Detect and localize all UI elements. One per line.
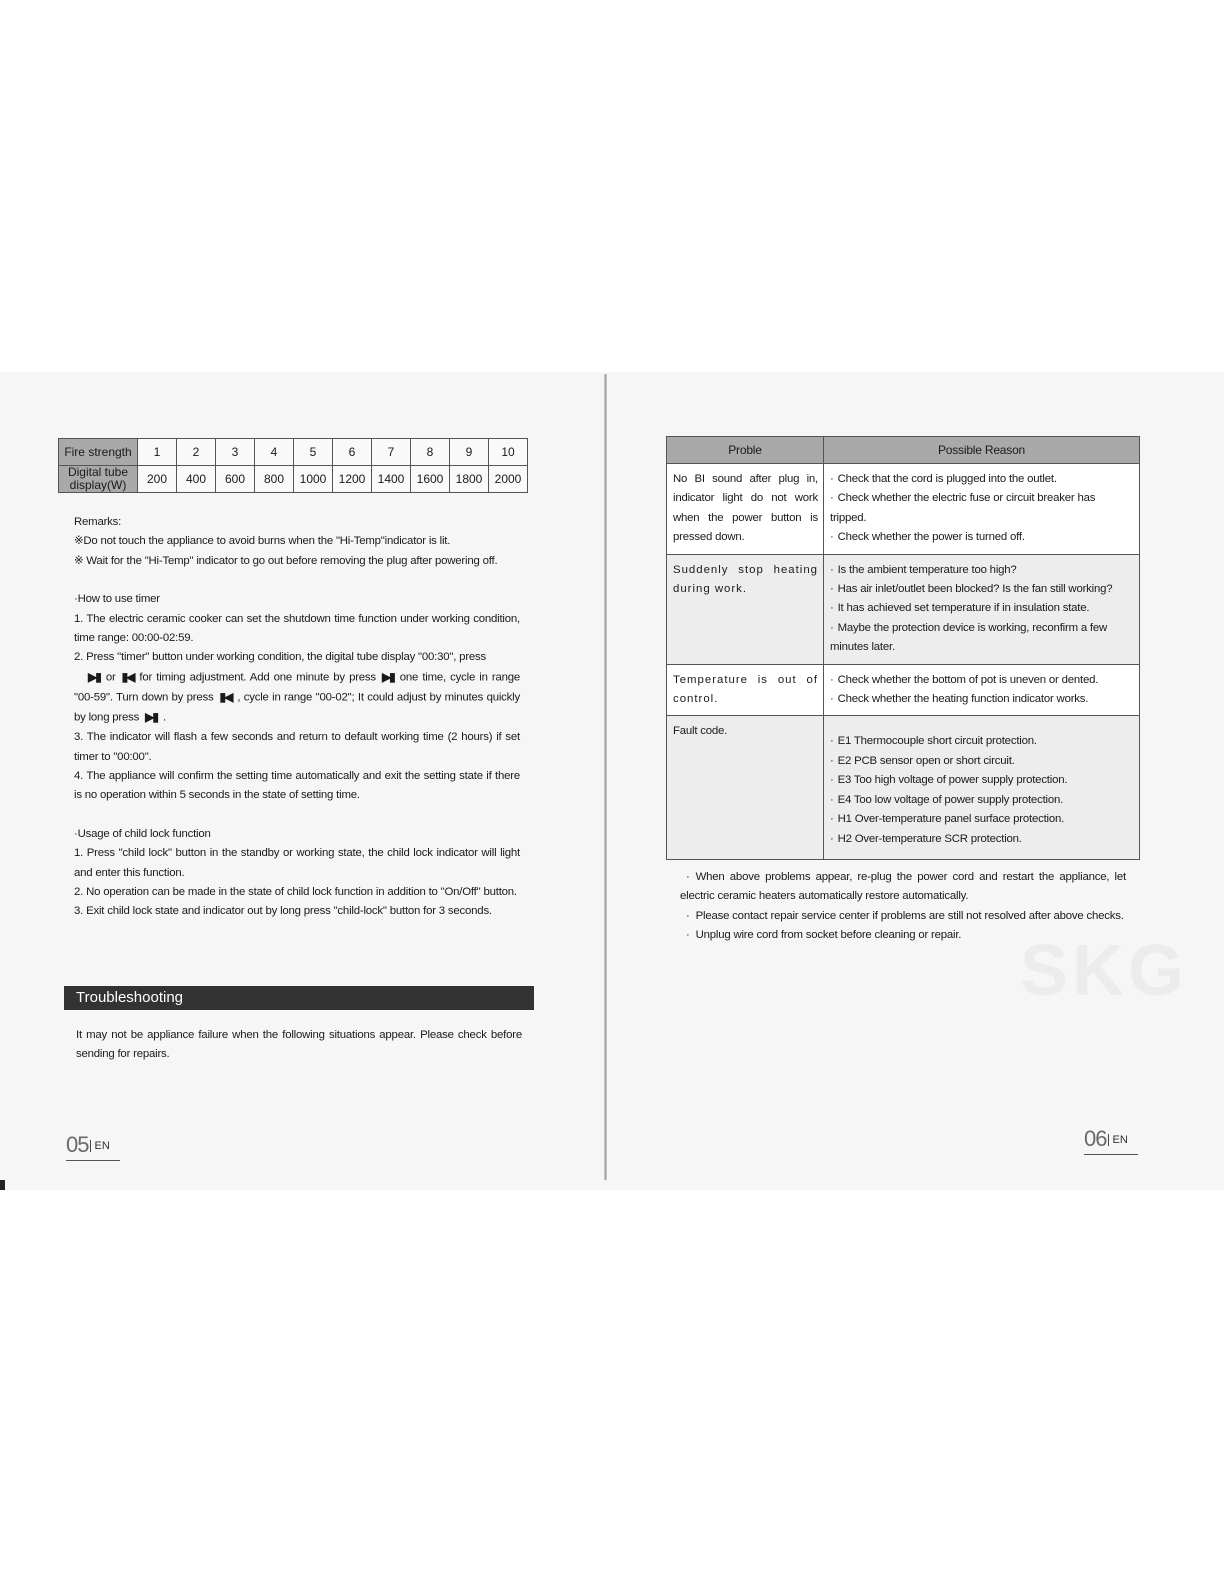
page-06 [666, 436, 1140, 946]
reason-column-header: Possible Reason [824, 437, 1140, 464]
level-cell: 7 [372, 439, 411, 466]
remark-item: ※ Wait for the "Hi-Temp" indicator to go out before removing the plug after powering off. [74, 554, 498, 567]
problem-cell: Suddenly stop heating during work. [667, 554, 824, 664]
timer-step-1: 1. The electric ceramic cooker can set the shutdown time function under working condition, time range: 00:00-02:59. [74, 612, 520, 645]
page-lang: EN [1108, 1134, 1127, 1146]
note-item: · When above problems appear, re-plug the power cord and restart the appliance, let electric ceramic heaters automatically restore automatically. [680, 870, 1126, 903]
reason-item: · Check whether the heating function indicator works. [830, 693, 1089, 706]
reason-item: · Is the ambient temperature too high? [830, 563, 1017, 576]
timer-section [58, 590, 520, 806]
reason-item: · Maybe the protection device is working, reconfirm a few minutes later. [830, 621, 1108, 654]
level-cell: 3 [216, 439, 255, 466]
fault-code-item: · H2 Over-temperature SCR protection. [830, 832, 1022, 845]
watt-cell: 2000 [489, 466, 528, 493]
troubleshooting-table [666, 436, 1140, 860]
timer-step-3: 3. The indicator will flash a few seconds and return to default working time (2 hours) if set timer to "00:00". [74, 731, 520, 763]
child-lock-section [58, 825, 520, 922]
timer-step-2-text-d: one time, cycle in range "00-59". Turn down by press [74, 671, 521, 704]
page-number-rule [1084, 1154, 1138, 1155]
level-cell: 1 [138, 439, 177, 466]
table-header-row [667, 437, 1140, 464]
after-notes [666, 868, 1126, 946]
table-row [667, 554, 1140, 664]
level-cell: 9 [450, 439, 489, 466]
fault-code-item: · E2 PCB sensor open or short circuit. [830, 754, 1015, 767]
remarks-section [58, 513, 536, 571]
watt-cell: 800 [255, 466, 294, 493]
page-number-right [1084, 1126, 1128, 1152]
problem-cell: No BI sound after plug in, indicator light do not work when the power button is pressed down. [667, 464, 824, 555]
timer-step-4: 4. The appliance will confirm the setting time automatically and exit the setting state if there is no operation within 5 seconds in the state of setting time. [74, 770, 520, 802]
child-lock-heading: ·Usage of child lock function [74, 827, 211, 840]
timer-heading: ·How to use timer [74, 593, 160, 606]
fault-code-item: · E3 Too high voltage of power supply protection. [830, 774, 1068, 787]
watt-cell: 600 [216, 466, 255, 493]
page-number-rule [66, 1160, 120, 1161]
reason-item: · It has achieved set temperature if in insulation state. [830, 602, 1090, 615]
watt-cell: 1800 [450, 466, 489, 493]
reason-item: · Check whether the electric fuse or circuit breaker has tripped. [830, 492, 1096, 524]
next-track-icon: ▶▮ [381, 669, 394, 684]
watt-cell: 400 [177, 466, 216, 493]
child-lock-step-3: 3. Exit child lock state and indicator out by long press "child-lock" button for 3 seconds. [74, 905, 492, 918]
fire-strength-table [58, 438, 528, 493]
page-number: 05 [66, 1132, 89, 1157]
reason-item: · Check that the cord is plugged into the outlet. [830, 473, 1057, 485]
timer-step-2-text-a: 2. Press "timer" button under working condition, the digital tube display "00:30", press [74, 651, 487, 664]
fault-code-item: · H1 Over-temperature panel surface protection. [830, 813, 1065, 826]
level-cell: 10 [489, 439, 528, 466]
reason-cell [824, 664, 1140, 716]
page-05 [58, 438, 536, 922]
level-cell: 8 [411, 439, 450, 466]
level-cell: 5 [294, 439, 333, 466]
level-cell: 2 [177, 439, 216, 466]
watt-cell: 1000 [294, 466, 333, 493]
display-watts-label: Digital tube display(W) [59, 466, 138, 493]
problem-cell: Temperature is out of control. [667, 664, 824, 716]
table-row [667, 664, 1140, 716]
reason-item: · Has air inlet/outlet been blocked? Is the fan still working? [830, 583, 1113, 596]
book-spine [604, 374, 607, 1180]
note-item: · Please contact repair service center if problems are still not resolved after above checks. [686, 909, 1124, 922]
previous-track-icon: ▮◀ [121, 669, 134, 684]
child-lock-step-2: 2. No operation can be made in the state of child lock function in addition to "On/Off" button. [74, 886, 517, 899]
fault-code-item: · E1 Thermocouple short circuit protection. [830, 735, 1037, 748]
child-lock-step-1: 1. Press "child lock" button in the standby or working state, the child lock indicator will light and enter this function. [74, 847, 520, 879]
faded-watermark: SKG [1020, 931, 1189, 1011]
fault-code-item: · E4 Too low voltage of power supply protection. [830, 793, 1064, 806]
timer-step-2-text-b: or [105, 671, 116, 684]
level-cell: 6 [333, 439, 372, 466]
timer-step-2-text-c: for timing adjustment. Add one minute by press [139, 671, 376, 684]
note-item: · Unplug wire cord from socket before cleaning or repair. [686, 929, 962, 942]
watt-cell: 1600 [411, 466, 450, 493]
scan-edge-mark [0, 1180, 5, 1190]
next-track-icon: ▶▮ [145, 710, 157, 725]
watt-cell: 1200 [333, 466, 372, 493]
timer-step-2-text-f: . [163, 711, 166, 724]
reason-cell [824, 554, 1140, 664]
reason-cell [824, 716, 1140, 859]
table-row [667, 464, 1140, 555]
page-number-left [66, 1132, 110, 1158]
previous-track-icon: ▮◀ [219, 689, 232, 704]
reason-item: · Check whether the power is turned off. [830, 531, 1025, 544]
troubleshooting-intro: It may not be appliance failure when the following situations appear. Please check before sending for repairs. [76, 1029, 522, 1061]
remarks-heading: Remarks: [74, 516, 122, 528]
watt-cell: 200 [138, 466, 177, 493]
page-number: 06 [1084, 1126, 1107, 1151]
troubleshooting-title: Troubleshooting [64, 986, 534, 1010]
next-track-icon: ▶▮ [88, 669, 100, 684]
fire-strength-row [59, 439, 528, 466]
problem-cell: Fault code. [667, 716, 824, 859]
timer-step-2 [74, 648, 520, 728]
watt-cell: 1400 [372, 466, 411, 493]
page-lang: EN [90, 1140, 109, 1152]
fire-strength-label: Fire strength [59, 439, 138, 466]
remark-item: ※Do not touch the appliance to avoid burns when the "Hi-Temp"indicator is lit. [74, 535, 451, 548]
reason-cell [824, 464, 1140, 555]
reason-item: · Check whether the bottom of pot is uneven or dented. [830, 673, 1099, 686]
timer-step-2-text-e: , cycle in range "00-02"; It could adjust by minutes quickly by long press [74, 691, 520, 724]
table-row [667, 716, 1140, 859]
problem-column-header: Proble [667, 437, 824, 464]
display-watts-row [59, 466, 528, 493]
level-cell: 4 [255, 439, 294, 466]
